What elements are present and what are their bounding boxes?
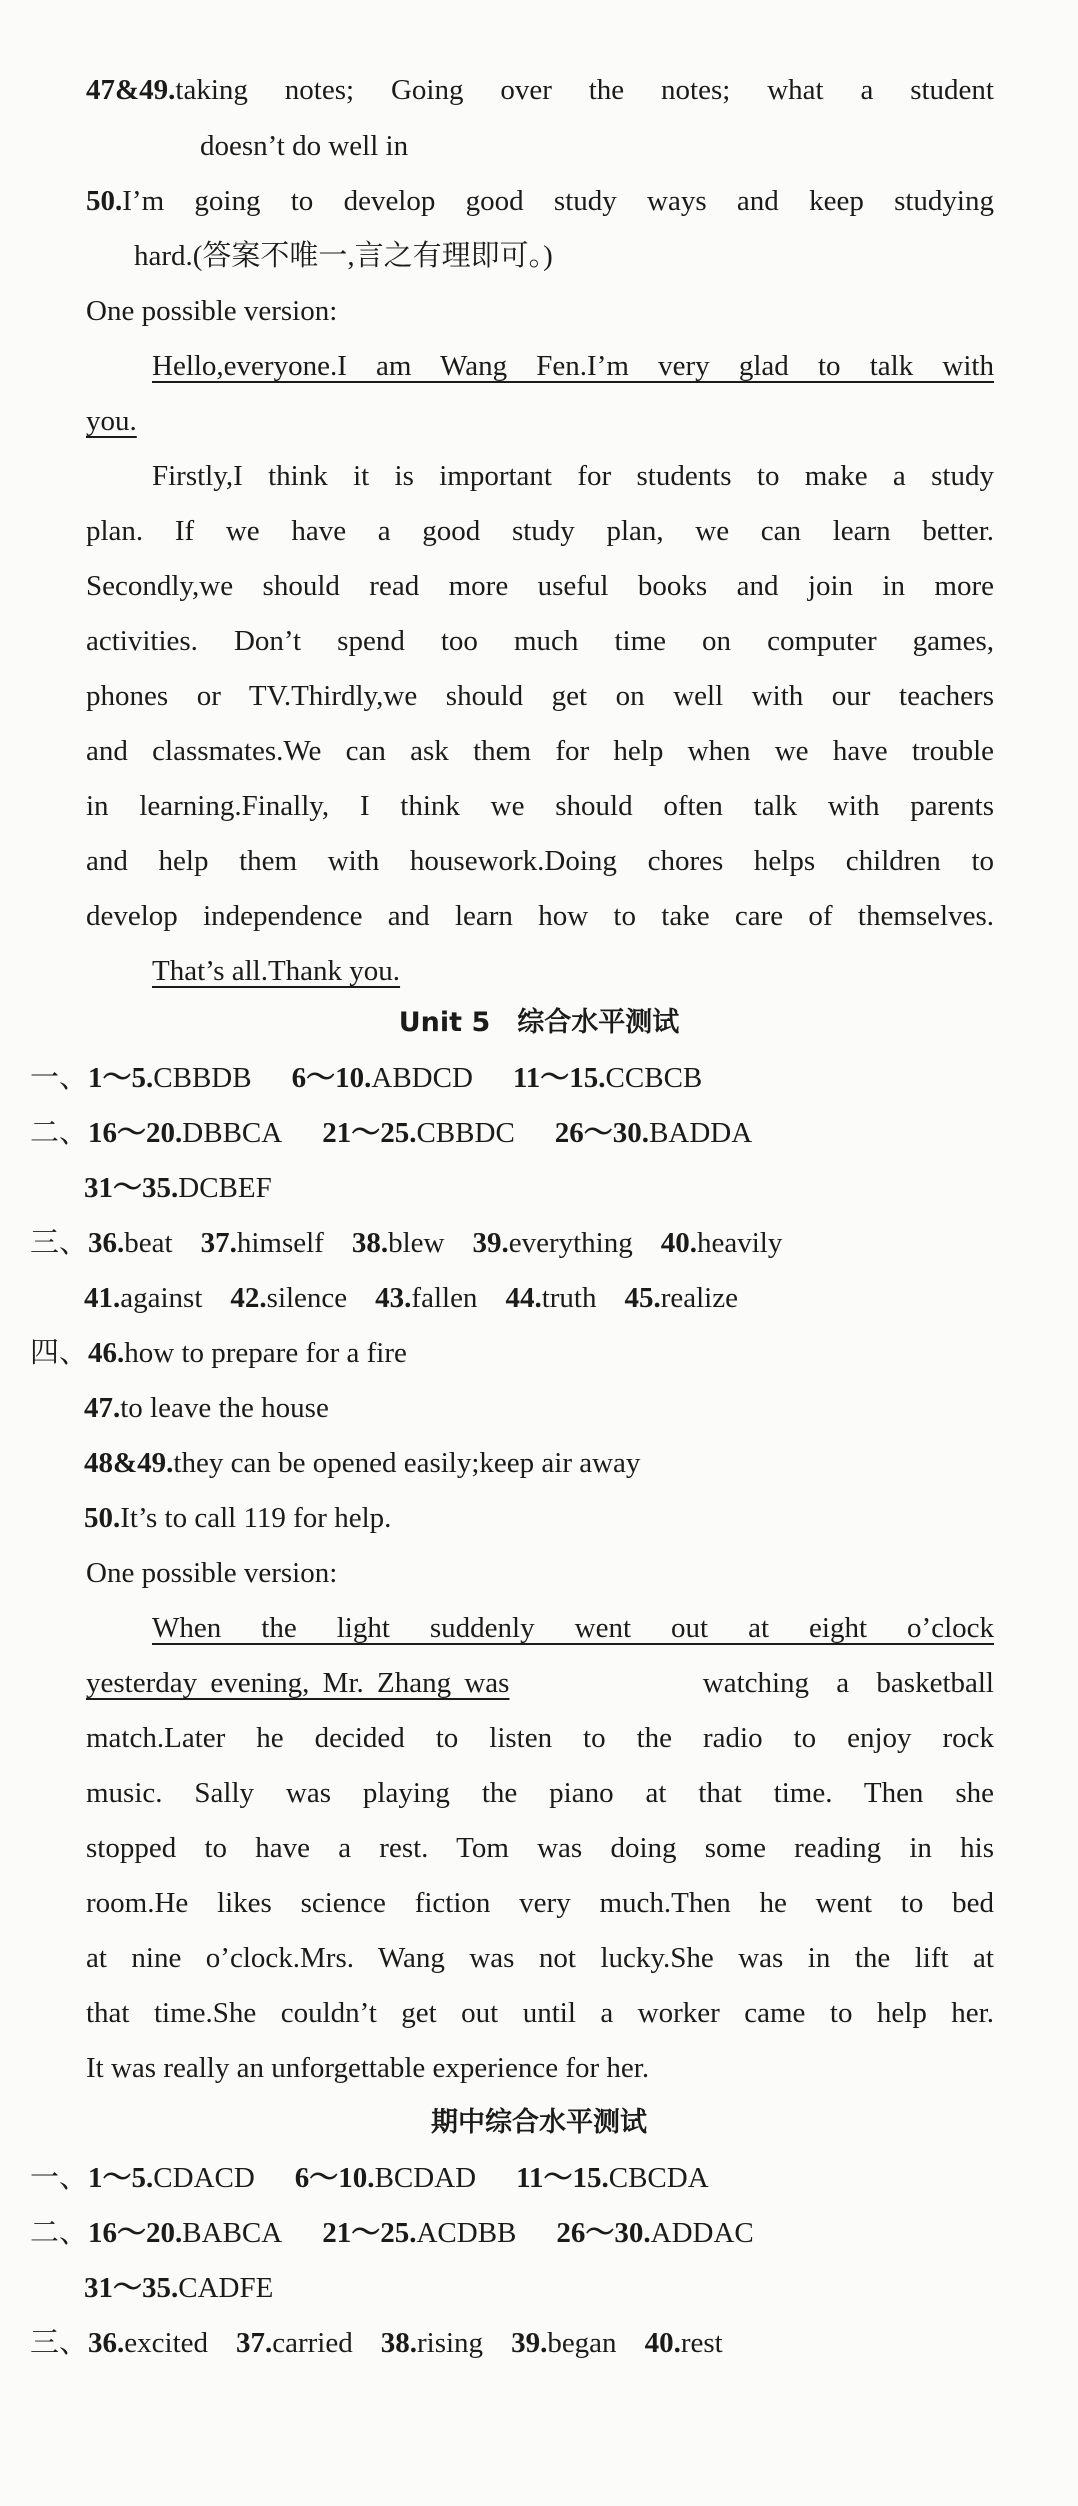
answer-letters: DCBEF bbox=[178, 1172, 272, 1204]
question-range: 11～15. bbox=[516, 2162, 609, 2194]
question-number: 47. bbox=[84, 1392, 121, 1424]
essay-line: music. Sally was playing the piano at that time. Then she bbox=[86, 1777, 994, 1809]
essay-underlined-text: When the light suddenly went out at eight o’clock bbox=[152, 1612, 994, 1644]
answer-letters: BCDAD bbox=[374, 2162, 477, 2194]
answer-letters: ACDBB bbox=[416, 2217, 517, 2249]
question-range: 31～35. bbox=[84, 2272, 179, 2304]
part-prefix: 二、 bbox=[30, 1117, 89, 1149]
essay-line: stopped to have a rest. Tom was doing some reading in his bbox=[86, 1832, 994, 1864]
question-number: 39. bbox=[511, 2327, 548, 2359]
answer-letters: ABDCD bbox=[371, 1062, 473, 1094]
version-label: One possible version: bbox=[86, 295, 338, 327]
question-number: 36. bbox=[88, 1227, 125, 1259]
question-number: 45. bbox=[624, 1282, 661, 1314]
answer-text: taking notes; Going over the notes; what a student bbox=[175, 74, 994, 106]
answer-47-49 bbox=[86, 72, 994, 108]
essay-intro-line-2 bbox=[86, 403, 1078, 439]
answer-letters: CDACD bbox=[153, 2162, 255, 2194]
question-number: 40. bbox=[644, 2327, 681, 2359]
answer-text: It’s to call 119 for help. bbox=[120, 1502, 392, 1534]
essay-line: that time.She couldn’t get out until a worker came to help her. bbox=[86, 1997, 994, 2029]
essay-intro-line bbox=[152, 348, 994, 384]
answer-50 bbox=[86, 183, 994, 219]
question-range: 26～30. bbox=[554, 1117, 650, 1149]
question-number: 42. bbox=[230, 1282, 267, 1314]
question-number: 38. bbox=[380, 2327, 417, 2359]
answer-text: to leave the house bbox=[120, 1392, 329, 1424]
answer-letters: CBBDB bbox=[153, 1062, 252, 1094]
essay-line-last: It was really an unforgettable experience for her. bbox=[86, 2052, 650, 2084]
answer-word: fallen bbox=[411, 1282, 478, 1314]
question-range: 16～20. bbox=[88, 1117, 183, 1149]
answer-text: they can be opened easily;keep air away bbox=[173, 1447, 641, 1479]
answer-row-part3b bbox=[84, 1280, 1078, 1316]
answer-row-part4 bbox=[30, 1335, 1078, 1371]
essay-line: in learning.Finally, I think we should often talk with parents bbox=[86, 790, 994, 822]
answer-row-part3 bbox=[30, 1225, 1078, 1261]
question-number: 50. bbox=[84, 1502, 121, 1534]
question-number: 41. bbox=[84, 1282, 121, 1314]
answer-letters: CCBCB bbox=[605, 1062, 703, 1094]
question-range: 21～25. bbox=[322, 2217, 417, 2249]
answer-word: beat bbox=[124, 1227, 173, 1259]
answer-letters: CBBDC bbox=[416, 1117, 515, 1149]
answer-word: everything bbox=[508, 1227, 633, 1259]
essay-line: Firstly,I think it is important for students to make a study bbox=[152, 460, 994, 492]
essay-end-text: That’s all.Thank you. bbox=[152, 955, 401, 987]
essay-line-mixed bbox=[86, 1665, 994, 1701]
answer-47 bbox=[84, 1390, 1078, 1426]
answer-row-part1 bbox=[30, 1060, 1078, 1096]
answer-word: truth bbox=[541, 1282, 597, 1314]
answer-word: rising bbox=[417, 2327, 484, 2359]
essay-end-line bbox=[152, 953, 1078, 989]
essay-line: and help them with housework.Doing chores helps children to bbox=[86, 845, 994, 877]
answer-50 bbox=[84, 1500, 1078, 1536]
answer-letters: CBCDA bbox=[608, 2162, 709, 2194]
question-number: 48&49. bbox=[84, 1447, 174, 1479]
answer-row-part2 bbox=[30, 1115, 1078, 1151]
question-range: 21～25. bbox=[322, 1117, 417, 1149]
answer-text: I’m going to develop good study ways and keep studying bbox=[122, 185, 994, 217]
essay-line: Secondly,we should read more useful books and join in more bbox=[86, 570, 994, 602]
answer-row-part3 bbox=[30, 2325, 1078, 2361]
section-title: 期中综合水平测试 bbox=[431, 2107, 647, 2138]
question-number: 37. bbox=[236, 2327, 273, 2359]
essay-line: and classmates.We can ask them for help when we have trouble bbox=[86, 735, 994, 767]
answer-letters: CADFE bbox=[178, 2272, 274, 2304]
answer-word: silence bbox=[266, 1282, 348, 1314]
answer-text: how to prepare for a fire bbox=[124, 1337, 407, 1369]
answer-47-49-cont: doesn’t do well in bbox=[200, 130, 409, 162]
essay-line: match.Later he decided to listen to the radio to enjoy rock bbox=[86, 1722, 994, 1754]
question-range: 26～30. bbox=[556, 2217, 651, 2249]
answer-word: blew bbox=[388, 1227, 445, 1259]
essay-line-underlined bbox=[152, 1610, 994, 1646]
part-prefix: 二、 bbox=[30, 2217, 89, 2249]
essay-intro-text: Hello,everyone.I am Wang Fen.I’m very glad to talk with bbox=[152, 350, 994, 382]
question-number: 36. bbox=[88, 2327, 125, 2359]
answer-row-part2b bbox=[84, 1170, 1078, 1206]
answer-word: himself bbox=[236, 1227, 324, 1259]
part-prefix: 四、 bbox=[30, 1337, 89, 1369]
answer-word: rest bbox=[680, 2327, 723, 2359]
essay-line: plan. If we have a good study plan, we can learn better. bbox=[86, 515, 994, 547]
question-range: 16～20. bbox=[88, 2217, 183, 2249]
question-range: 6～10. bbox=[294, 2162, 375, 2194]
part-prefix: 一、 bbox=[30, 1062, 89, 1094]
answer-letters: DBBCA bbox=[182, 1117, 283, 1149]
question-range: 1～5. bbox=[88, 2162, 154, 2194]
question-range: 31～35. bbox=[84, 1172, 179, 1204]
answer-word: excited bbox=[124, 2327, 208, 2359]
question-range: 11～15. bbox=[512, 1062, 606, 1094]
answer-word: began bbox=[547, 2327, 617, 2359]
answer-row-part2b bbox=[84, 2270, 1078, 2306]
essay-line: develop independence and learn how to take care of themselves. bbox=[86, 900, 994, 932]
question-range: 1～5. bbox=[88, 1062, 154, 1094]
question-range: 6～10. bbox=[291, 1062, 372, 1094]
essay-line: at nine o’clock.Mrs. Wang was not lucky.She was in the lift at bbox=[86, 1942, 994, 1974]
question-number: 47&49. bbox=[86, 74, 176, 106]
essay-line: activities. Don’t spend too much time on computer games, bbox=[86, 625, 994, 657]
answer-48-49 bbox=[84, 1445, 1078, 1481]
essay-text: watching a basketball bbox=[702, 1667, 994, 1699]
essay-intro-text-2: you. bbox=[86, 405, 137, 437]
essay-underlined-text: yesterday evening, Mr. Zhang was bbox=[86, 1667, 510, 1699]
part-prefix: 一、 bbox=[30, 2162, 89, 2194]
essay-line: phones or TV.Thirdly,we should get on well with our teachers bbox=[86, 680, 994, 712]
answer-50-cont: hard.(答案不唯一,言之有理即可。) bbox=[134, 240, 553, 272]
version-label: One possible version: bbox=[86, 1557, 338, 1589]
part-prefix: 三、 bbox=[30, 1227, 89, 1259]
question-number: 44. bbox=[505, 1282, 542, 1314]
essay-line: room.He likes science fiction very much.Then he went to bed bbox=[86, 1887, 994, 1919]
answer-word: heavily bbox=[696, 1227, 783, 1259]
answer-word: carried bbox=[272, 2327, 353, 2359]
answer-word: realize bbox=[660, 1282, 738, 1314]
answer-word: against bbox=[120, 1282, 203, 1314]
question-number: 38. bbox=[351, 1227, 389, 1259]
question-number: 50. bbox=[86, 185, 123, 217]
section-title: Unit 5 综合水平测试 bbox=[398, 1007, 680, 1038]
question-number: 37. bbox=[200, 1227, 237, 1259]
question-number: 43. bbox=[375, 1282, 412, 1314]
answer-row-part1 bbox=[30, 2160, 1078, 2196]
answer-letters: ADDAC bbox=[650, 2217, 754, 2249]
answer-letters: BADDA bbox=[649, 1117, 753, 1149]
answer-row-part2 bbox=[30, 2215, 1078, 2251]
question-number: 39. bbox=[472, 1227, 509, 1259]
answer-letters: BABCA bbox=[182, 2217, 283, 2249]
part-prefix: 三、 bbox=[30, 2327, 89, 2359]
question-number: 46. bbox=[88, 1337, 125, 1369]
question-number: 40. bbox=[660, 1227, 697, 1259]
